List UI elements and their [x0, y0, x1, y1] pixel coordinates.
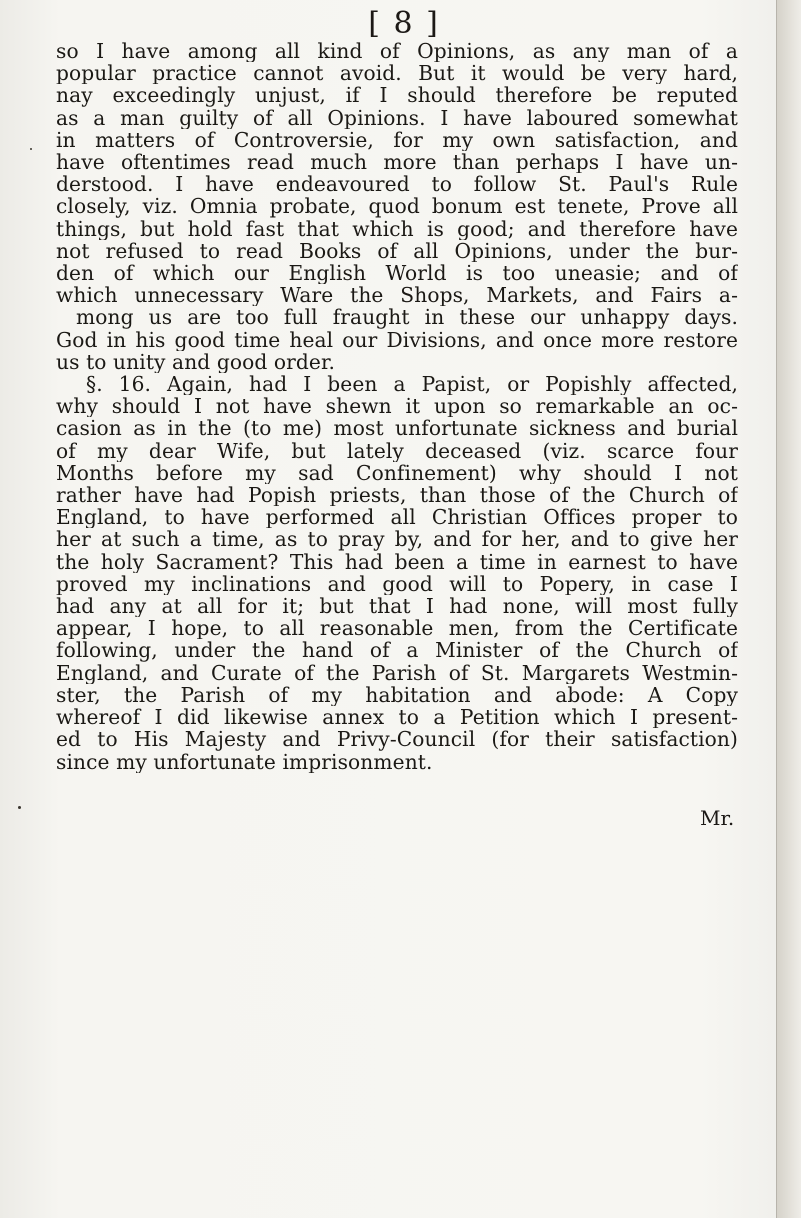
section-heading-line: §. 16. Again, had I been a Papist, or Popishly affected,: [86, 373, 738, 396]
text-line: Months before my sad Confinement) why should I not: [56, 461, 738, 485]
text-line: why should I not have shewn it upon so remarkable an oc-: [56, 395, 738, 418]
ink-speck: [18, 806, 21, 809]
text-line: God in his good time heal our Divisions, and once more restore: [56, 328, 738, 351]
text-line: England, and Curate of the Parish of St. Margarets Westmin-: [56, 661, 738, 684]
text-line: casion as in the (to me) most unfortunate sickness and burial: [56, 417, 738, 440]
text-line: since my unfortunate imprisonment.: [56, 750, 433, 773]
text-line: things, but hold fast that which is good; and therefore have: [56, 217, 738, 240]
text-line: not refused to read Books of all Opinions, under the bur-: [56, 239, 738, 263]
text-line: as a man guilty of all Opinions. I have laboured somewhat: [56, 106, 738, 129]
text-line: proved my inclinations and good will to Popery, in case I: [56, 572, 738, 596]
text-line: rather have had Popish priests, than those of the Church of: [56, 484, 738, 507]
catchword: Mr.: [700, 806, 735, 830]
text-line: have oftentimes read much more than perhaps I have un-: [56, 151, 738, 174]
text-line: ed to His Majesty and Privy-Council (for their satisfaction): [56, 728, 738, 751]
text-line: had any at all for it; but that I had none, will most fully: [56, 595, 738, 618]
text-line: nay exceedingly unjust, if I should therefore be reputed: [56, 84, 738, 107]
text-line: derstood. I have endeavoured to follow St. Paul's Rule: [56, 173, 738, 196]
text-line: of my dear Wife, but lately deceased (viz. scarce four: [56, 439, 738, 462]
body-text: [56, 40, 738, 773]
page-number: [ 8 ]: [368, 6, 440, 41]
text-line: den of which our English World is too uneasie; and of: [56, 262, 738, 285]
text-line: her at such a time, as to pray by, and for her, and to give her: [56, 528, 738, 551]
page-edge: [776, 0, 801, 1218]
text-line: following, under the hand of a Minister of the Church of: [56, 639, 738, 662]
text-line: ster, the Parish of my habitation and abode: A Copy: [56, 683, 738, 707]
text-line: mong us are too full fraught in these our unhappy days.: [76, 306, 738, 329]
text-line: whereof I did likewise annex to a Petition which I present-: [56, 706, 738, 729]
text-line: popular practice cannot avoid. But it would be very hard,: [56, 62, 738, 85]
ink-speck: [30, 148, 32, 150]
text-line: in matters of Controversie, for my own satisfaction, and: [56, 128, 738, 152]
text-line: so I have among all kind of Opinions, as any man of a: [56, 40, 738, 63]
text-line: the holy Sacrament? This had been a time in earnest to have: [56, 550, 738, 573]
text-line: which unnecessary Ware the Shops, Markets, and Fairs a-: [56, 284, 738, 307]
text-line: appear, I hope, to all reasonable men, from the Certificate: [56, 617, 738, 640]
text-line: us to unity and good order.: [56, 350, 336, 374]
text-line: England, to have performed all Christian Offices proper to: [56, 506, 738, 529]
text-line: closely, viz. Omnia probate, quod bonum est tenete, Prove all: [56, 195, 738, 218]
